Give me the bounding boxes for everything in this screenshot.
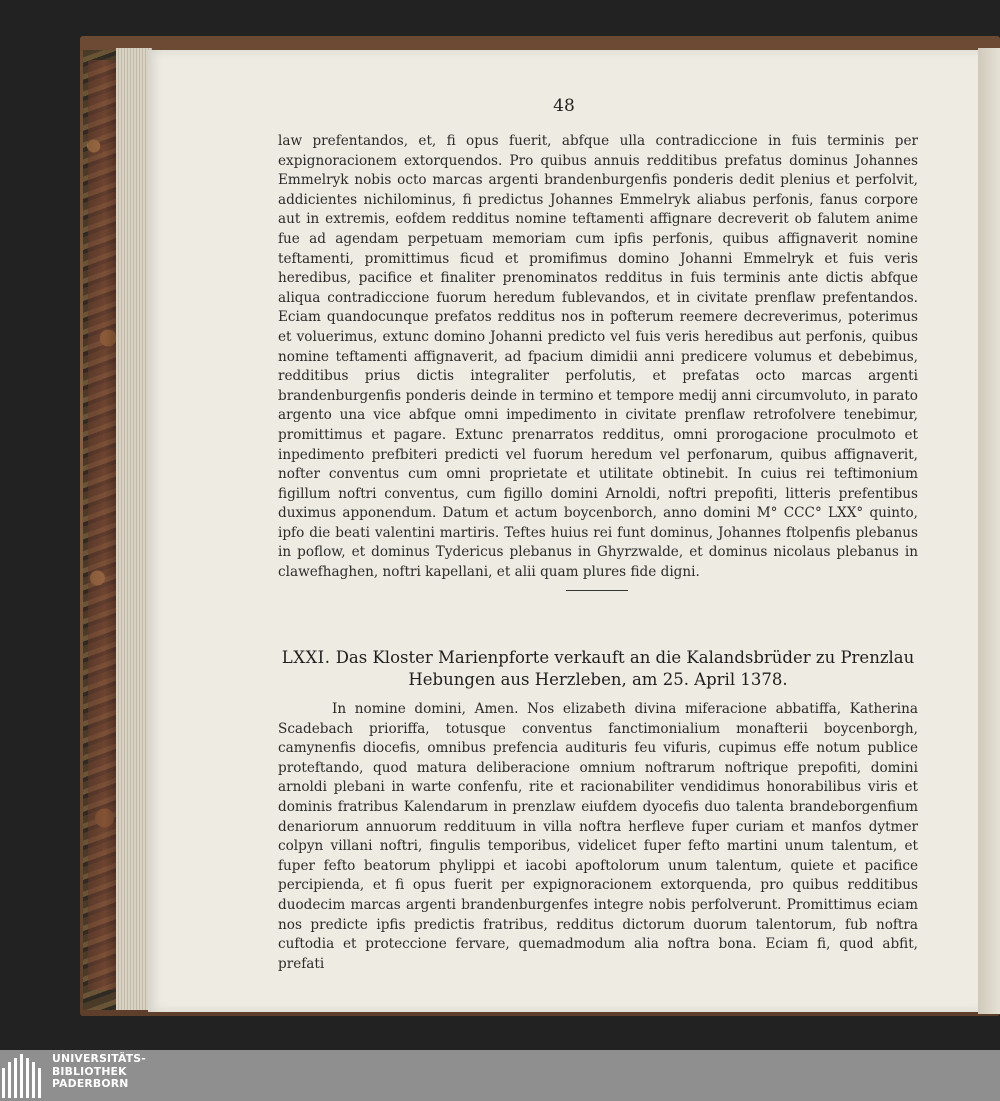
paragraph-1: law prefentandos, et, fi opus fuerit, abfque ulla contradiccione in fuis terminis per expignoracionem extorquendos. Pro quibus annuis redditibus prefatus dominus Johannes Emmelryk nobis octo marcas argenti brandenburgenfis ponderis dedit plenius et perfolvit, addicientes nichilominus, fi predictus Johannes Emmelryk aliabus perfonis, fanus corpore aut in extremis, eofdem redditus nomine teftamenti affignare decreverit ob falutem anime fue ad agendam perpetuam memoriam cum ipfis perfonis, quibus affignaverit nomine teftamenti, promittimus ficud et promifimus domino Johanni Emmelryk et fuis veris heredibus, pacifice et finaliter prenominatos redditus in fuis terminis ante dictis abfque aliqua contradiccione fuorum heredum fublevandos, et in civitate prenflaw prefentandos. Eciam quandocunque prefatos redditus nos in pofterum reemere decreverimus, poterimus et voluerimus, extunc domino Johanni predicto vel fuis veris heredibus aut perfonis, quibus nomine teftamenti affignaverit, ad fpacium dimidii anni predicere volumus et debebimus, redditibus prius dictis integraliter perfolutis, et prefatas octo marcas argenti brandenburgenfis ponderis deinde in termino et tempore medij anni circumvoluto, in parato argento una vice abfque omni impedimento in civitate prenflaw retrofolvere tenebimur, promittimus et pagare. Extunc prenarratos redditus, omni prorogacione proculmoto et inpedimento prefbiteri predicti vel fuorum heredum vel perfonarum, quibus affignaverit, nofter conventus cum omni proprietate et utilitate obtinebit. In cuius rei teftimonium figillum noftri conventus, cum figillo domini Arnoldi, noftri prepofiti, litteris prefentibus duximus apponendum. Datum et actum boycenborch, anno domini M° CCC° LXX° quinto, ipfo die beati valentini martiris. Teftes huius rei funt dominus, Johannes ftolpenfis plebanus in poflow, et dominus Tydericus plebanus in Ghyrzwalde, et dominus nicolaus plebanus in clawefhaghen, noftri kapellani, et alii quam plures fide digni.	[278, 133, 918, 581]
logo-line-3: PADERBORN	[52, 1077, 129, 1090]
book-page	[148, 50, 980, 1012]
book-spine	[88, 60, 116, 990]
page-edges	[116, 48, 152, 1010]
logo-line-1: UNIVERSITÄTS-	[52, 1052, 146, 1065]
page-number: 48	[553, 96, 575, 116]
charter-text	[278, 700, 918, 974]
charter-title: Das Kloster Marienpforte verkauft an die Kalandsbrüder zu Prenzlau Hebungen aus Herzleben, am 25. April 1378.	[335, 648, 915, 689]
paragraph-2: In nomine domini, Amen. Nos elizabeth divina miferacione abbatiffa, Katherina Scadebach prioriffa, totusque conventus fanctimonialium monafterii boycenborgh, camynenfis diocefis, omnibus prefencia audituris feu vifuris, cupimus effe notum publice proteftando, quod matura deliberacione omnium noftrarum noftrique prepofiti, domini arnoldi plebani in warte confenfu, rite et racionabiliter vendidimus honorabilibus viris et dominis fratribus Kalendarum in prenzlaw eiufdem dyocefis duo talenta brandeborgenfium denariorum annuorum reddituum in villa noftra herfleve fuper curiam et manfos dytmer colpyn villani noftri, fingulis temporibus, videlicet fuper fefto martini unum talentum, et fuper fefto beatorum phylippi et iacobi apoftolorum unum talentum, quiete et pacifice percipienda, et fi opus fuerit per expignoracionem extorquenda, pro quibus redditibus duodecim marcas argenti brandenburgenfes integre nobis perfolverunt. Promittimus eciam nos predicte ipfis predictis fratribus, redditus dictorum duorum talentorum, fub noftra cuftodia et proteccione fervare, quemadmodum alia noftra bona. Eciam fi, quod abfit, prefati	[278, 701, 918, 972]
charter-text-continued	[278, 132, 918, 583]
library-logo-icon	[0, 1054, 46, 1098]
library-logo-text	[52, 1053, 146, 1091]
charter-heading	[278, 647, 918, 691]
charter-number: LXXI.	[281, 648, 331, 667]
section-divider	[566, 590, 628, 591]
logo-line-2: BIBLIOTHEK	[52, 1064, 127, 1078]
library-footer	[0, 1050, 1000, 1101]
next-page-edge	[978, 48, 1000, 1014]
